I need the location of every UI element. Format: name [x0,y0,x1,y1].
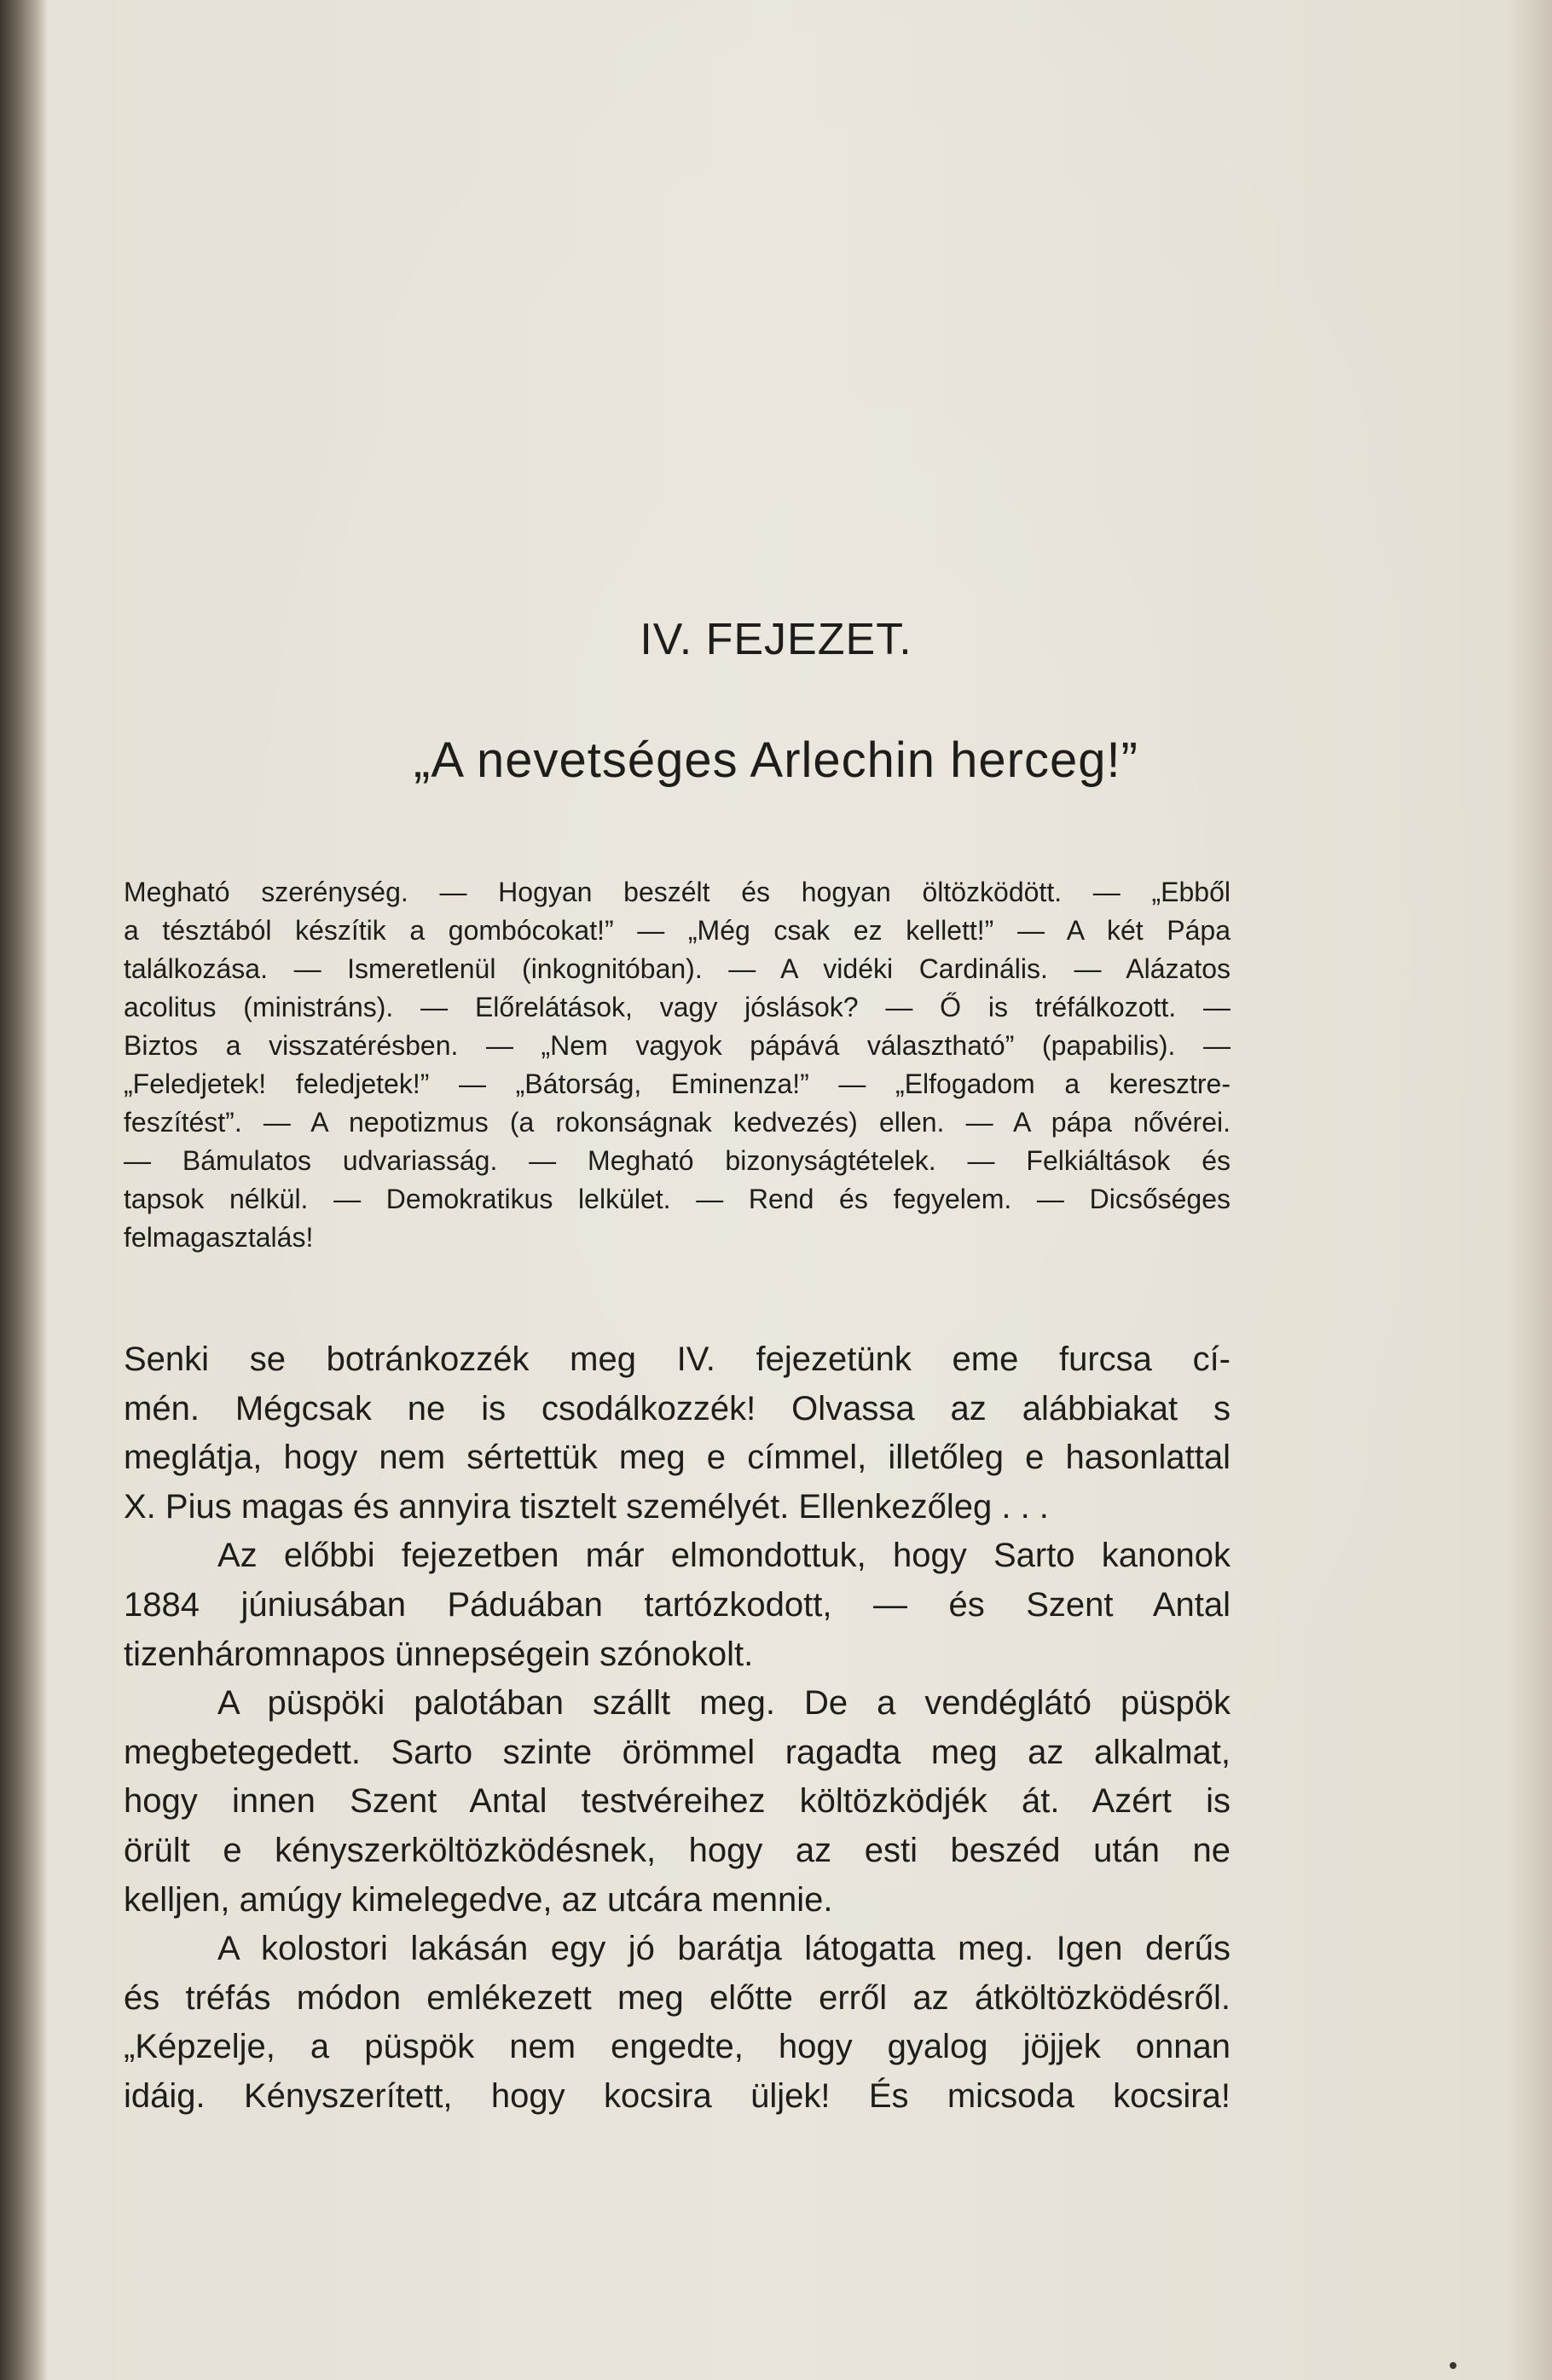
body-line: kelljen, amúgy kimelegedve, az utcára mennie. [124,1880,833,1919]
binding-shadow [0,0,48,2380]
print-speck [1450,2362,1456,2369]
body-line: idáig. Kényszerített, hogy kocsira üljek! És micsoda kocsira! [124,2076,1231,2115]
chapter-number: IV. FEJEZET. [640,615,912,664]
body-line: megbetegedett. Sarto szinte örömmel ragadta meg az alkalmat, [124,1733,1231,1771]
body-line: mén. Mégcsak ne is csodálkozzék! Olvassa az alábbiakat s [124,1389,1231,1427]
summary-line: acolitus (ministráns). — Előrelátások, vagy jóslások? — Ő is tréfálkozott. — [124,992,1231,1022]
body-line: tizenháromnapos ünnepségein szónokolt. [124,1635,754,1673]
body-line: hogy innen Szent Antal testvéreihez költözködjék át. Azért is [124,1782,1231,1821]
summary-line: a tésztából készítik a gombócokat!” — „Még csak ez kellett!” — A két Pápa [124,915,1231,946]
body-line: örült e kényszerköltözködésnek, hogy az esti beszéd után ne [124,1831,1231,1869]
summary-line: — Bámulatos udvariasság. — Megható bizonyságtételek. — Felkiáltások és [124,1145,1231,1176]
body-text [124,1335,1231,2122]
summary-line: feszítést”. — A nepotizmus (a rokonságnak kedvezés) ellen. — A pápa nővérei. [124,1107,1231,1138]
summary-line: tapsok nélkül. — Demokratikus lelkület. — Rend és fegyelem. — Dicsőséges [124,1184,1231,1214]
body-line: A kolostori lakásán egy jó barátja látogatta meg. Igen derűs [217,1930,1231,1968]
summary-line: találkozása. — Ismeretlenül (inkognitóban). — A vidéki Cardinális. — Alázatos [124,953,1231,984]
body-line: és tréfás módon emlékezett meg előtte erről az átköltözködésről. [124,1978,1231,2017]
body-line: 1884 júniusában Páduában tartózkodott, — és Szent Antal [124,1585,1231,1624]
body-line: meglátja, hogy nem sértettük meg e címmel, illetőleg e hasonlattal [124,1439,1231,1477]
chapter-title: „A nevetséges Arlechin herceg!” [414,733,1138,788]
body-line: „Képzelje, a püspök nem engedte, hogy gyalog jöjjek onnan [124,2028,1231,2066]
summary-line: Biztos a visszatérésben. — „Nem vagyok pápává választható” (papabilis). — [124,1030,1231,1061]
body-line: Az előbbi fejezetben már elmondottuk, hogy Sarto kanonok [217,1537,1231,1575]
summary-line: felmagasztalás! [124,1222,314,1253]
body-line: A püspöki palotában szállt meg. De a vendéglátó püspök [217,1684,1231,1723]
summary-line: „Feledjetek! feledjetek!” — „Bátorság, Eminenza!” — „Elfogadom a keresztre- [124,1068,1231,1099]
chapter-summary [124,873,1231,1257]
body-line: Senki se botránkozzék meg IV. fejezetünk eme furcsa cí- [124,1341,1231,1378]
body-line: X. Pius magas és annyira tisztelt személyét. Ellenkezőleg . . . [124,1487,1049,1526]
summary-line: Megható szerénység. — Hogyan beszélt és hogyan öltözködött. — „Ebből [124,877,1231,907]
